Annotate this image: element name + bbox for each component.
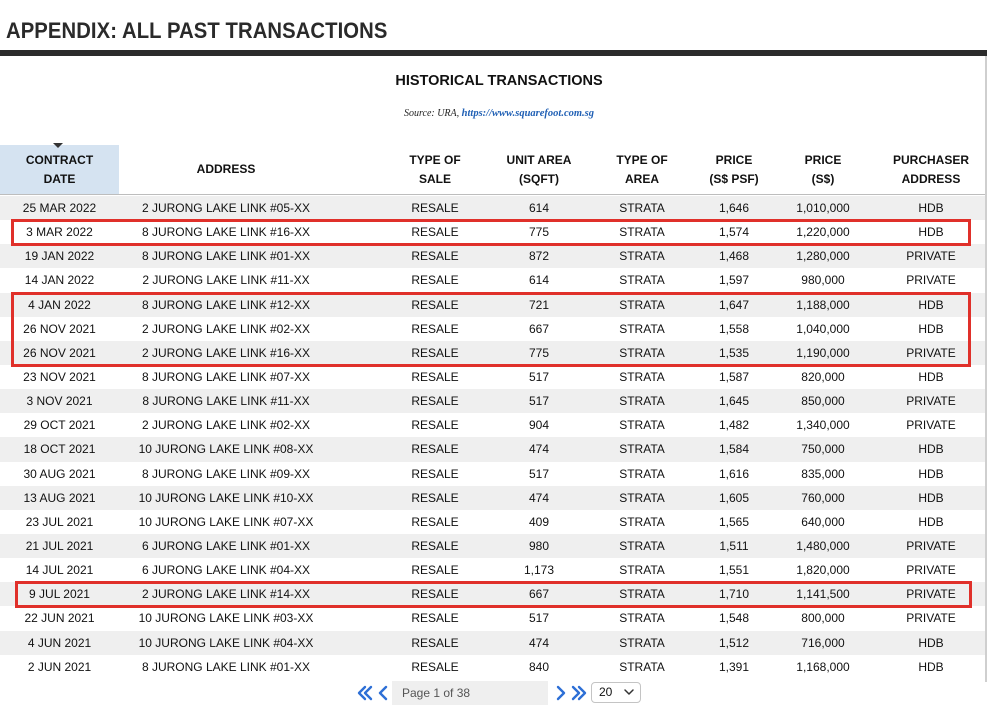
table-row — [0, 534, 987, 558]
cell-price: 1,141,500 — [796, 587, 850, 602]
cell-contract-date: 23 JUL 2021 — [25, 514, 94, 529]
cell-type-of-area: STRATA — [619, 442, 665, 457]
cell-price: 835,000 — [801, 466, 845, 481]
cell-type-of-area: STRATA — [619, 466, 665, 481]
cell-type-of-area: STRATA — [619, 225, 665, 240]
cell-purchaser: HDB — [918, 201, 944, 215]
highlight-box — [11, 292, 971, 367]
cell-price-psf: 1,535 — [718, 345, 750, 360]
cell-price-psf: 1,468 — [718, 249, 750, 264]
table-row — [0, 413, 987, 437]
cell-type-of-area: STRATA — [619, 249, 665, 264]
cell-purchaser: HDB — [918, 490, 944, 505]
cell-price-psf: 1,597 — [718, 273, 750, 288]
header-address[interactable] — [119, 145, 333, 194]
cell-type-of-sale: RESALE — [411, 225, 459, 240]
cell-type-of-area: STRATA — [619, 635, 665, 650]
cell-contract-date: 3 MAR 2022 — [26, 225, 93, 240]
cell-address: 2 JURONG LAKE LINK #02-XX — [141, 418, 311, 433]
cell-purchaser: PRIVATE — [906, 273, 956, 288]
cell-purchaser: HDB — [918, 514, 944, 529]
cell-address: 8 JURONG LAKE LINK #07-XX — [141, 369, 311, 384]
cell-contract-date: 4 JAN 2022 — [28, 297, 91, 312]
cell-price: 716,000 — [801, 635, 845, 650]
cell-price: 980,000 — [801, 273, 845, 288]
cell-contract-date: 14 JUL 2021 — [25, 563, 94, 578]
header-line2: DATE — [43, 171, 76, 186]
table-row — [0, 655, 987, 679]
cell-type-of-sale: RESALE — [411, 345, 459, 360]
cell-address: 2 JURONG LAKE LINK #11-XX — [142, 273, 310, 288]
header-line1: PURCHASER — [892, 152, 969, 167]
cell-price-psf: 1,616 — [718, 466, 750, 481]
cell-price: 1,480,000 — [796, 538, 850, 553]
title-divider — [0, 50, 987, 56]
cell-price: 1,010,000 — [796, 201, 850, 215]
cell-type-of-area: STRATA — [619, 394, 665, 409]
cell-address: 2 JURONG LAKE LINK #02-XX — [141, 321, 311, 336]
cell-type-of-area: STRATA — [619, 587, 665, 602]
cell-price-psf: 1,512 — [718, 635, 750, 650]
cell-type-of-area: STRATA — [619, 369, 665, 384]
cell-price-psf: 1,574 — [718, 225, 750, 240]
cell-unit-area: 474 — [528, 635, 550, 650]
cell-price: 1,040,000 — [796, 321, 850, 336]
cell-type-of-area: STRATA — [619, 514, 665, 529]
source-prefix: Source: URA, — [403, 108, 460, 119]
cell-price: 1,220,000 — [796, 225, 850, 240]
table-title: HISTORICAL TRANSACTIONS — [395, 73, 603, 89]
cell-address: 2 JURONG LAKE LINK #14-XX — [141, 587, 311, 602]
cell-purchaser: PRIVATE — [906, 587, 956, 602]
cell-type-of-sale: RESALE — [411, 442, 459, 457]
page-indicator[interactable]: Page 1 of 38 — [392, 681, 548, 705]
cell-type-of-sale: RESALE — [411, 538, 459, 553]
table-row — [0, 196, 987, 220]
chevron-down-icon — [623, 684, 635, 700]
table-row — [0, 510, 987, 534]
cell-purchaser: PRIVATE — [906, 345, 956, 360]
cell-unit-area: 517 — [528, 394, 550, 409]
header-line1: PRICE — [804, 152, 842, 167]
cell-purchaser: HDB — [918, 442, 944, 457]
cell-address: 8 JURONG LAKE LINK #16-XX — [141, 225, 311, 240]
cell-purchaser: PRIVATE — [906, 563, 956, 578]
header-divider — [0, 194, 987, 195]
cell-address: 8 JURONG LAKE LINK #09-XX — [141, 466, 311, 481]
cell-purchaser: PRIVATE — [906, 249, 956, 264]
cell-price: 1,168,000 — [796, 659, 850, 674]
cell-price-psf: 1,645 — [718, 394, 750, 409]
cell-type-of-sale: RESALE — [411, 321, 459, 336]
header-unit-area[interactable] — [495, 145, 583, 194]
cell-price: 1,820,000 — [796, 563, 850, 578]
cell-price-psf: 1,584 — [718, 442, 750, 457]
cell-address: 10 JURONG LAKE LINK #10-XX — [138, 490, 314, 505]
cell-price-psf: 1,646 — [718, 201, 750, 215]
cell-price: 750,000 — [801, 442, 845, 457]
cell-contract-date: 2 JUN 2021 — [27, 659, 92, 674]
cell-unit-area: 721 — [528, 297, 550, 312]
cell-type-of-sale: RESALE — [411, 418, 459, 433]
table-row — [0, 558, 987, 582]
cell-price: 1,188,000 — [796, 297, 850, 312]
header-line2: AREA — [624, 171, 659, 186]
prev-page-icon[interactable] — [377, 684, 389, 702]
header-price[interactable] — [780, 145, 866, 194]
cell-purchaser: HDB — [918, 297, 944, 312]
cell-price: 1,280,000 — [796, 249, 850, 264]
highlight-box — [15, 581, 972, 608]
cell-unit-area: 517 — [528, 466, 550, 481]
cell-type-of-area: STRATA — [619, 659, 665, 674]
header-line2: SALE — [418, 171, 451, 186]
header-line2: ADDRESS — [901, 171, 961, 186]
cell-contract-date: 3 NOV 2021 — [26, 394, 93, 409]
cell-unit-area: 775 — [528, 345, 550, 360]
source-link[interactable]: https://www.squarefoot.com.sg — [461, 108, 594, 119]
cell-price: 820,000 — [801, 369, 845, 384]
cell-purchaser: HDB — [918, 635, 944, 650]
cell-purchaser: HDB — [918, 466, 944, 481]
cell-type-of-sale: RESALE — [411, 297, 459, 312]
cell-purchaser: HDB — [918, 369, 944, 384]
cell-type-of-area: STRATA — [619, 538, 665, 553]
cell-price-psf: 1,511 — [719, 538, 749, 553]
cell-price-psf: 1,710 — [718, 587, 750, 602]
first-page-icon[interactable] — [357, 684, 373, 702]
cell-purchaser: HDB — [918, 321, 944, 336]
header-line2: (SQFT) — [518, 171, 559, 186]
cell-unit-area: 474 — [528, 442, 550, 457]
cell-contract-date: 25 MAR 2022 — [22, 201, 97, 215]
header-type-of-area[interactable] — [600, 145, 684, 194]
cell-type-of-sale: RESALE — [411, 249, 459, 264]
cell-address: 10 JURONG LAKE LINK #03-XX — [138, 611, 314, 626]
cell-contract-date: 29 OCT 2021 — [23, 418, 96, 433]
cell-address: 10 JURONG LAKE LINK #04-XX — [138, 635, 314, 650]
cell-contract-date: 9 JUL 2021 — [29, 587, 90, 602]
cell-price-psf: 1,647 — [718, 297, 750, 312]
page-title: APPENDIX: ALL PAST TRANSACTIONS — [6, 18, 388, 43]
cell-type-of-sale: RESALE — [411, 659, 459, 674]
cell-type-of-sale: RESALE — [411, 369, 459, 384]
header-contract-date[interactable] — [0, 145, 119, 194]
page-size-select[interactable] — [591, 682, 641, 703]
cell-purchaser: HDB — [918, 659, 944, 674]
cell-purchaser: PRIVATE — [906, 418, 956, 433]
cell-type-of-sale: RESALE — [411, 563, 459, 578]
table-row — [0, 268, 987, 292]
cell-price-psf: 1,551 — [718, 563, 750, 578]
cell-contract-date: 26 NOV 2021 — [23, 321, 96, 336]
header-line1: TYPE OF — [616, 152, 668, 167]
cell-type-of-sale: RESALE — [411, 514, 459, 529]
cell-unit-area: 980 — [528, 538, 550, 553]
cell-unit-area: 1,173 — [523, 563, 555, 578]
cell-unit-area: 474 — [528, 490, 550, 505]
cell-address: 8 JURONG LAKE LINK #12-XX — [141, 297, 311, 312]
page-size-value: 20 — [599, 685, 613, 699]
cell-price-psf: 1,391 — [718, 659, 750, 674]
header-line1: PRICE — [715, 152, 753, 167]
cell-type-of-sale: RESALE — [411, 466, 459, 481]
cell-type-of-sale: RESALE — [411, 394, 459, 409]
cell-contract-date: 19 JAN 2022 — [24, 249, 95, 264]
cell-type-of-area: STRATA — [619, 490, 665, 505]
last-page-icon[interactable] — [571, 684, 587, 702]
cell-address: 2 JURONG LAKE LINK #05-XX — [141, 201, 311, 215]
table-row — [0, 244, 987, 268]
header-price-psf[interactable] — [694, 145, 774, 194]
source-line — [0, 108, 987, 119]
cell-contract-date: 23 NOV 2021 — [23, 369, 96, 384]
cell-address: 8 JURONG LAKE LINK #11-XX — [142, 394, 310, 409]
cell-type-of-sale: RESALE — [411, 273, 459, 288]
cell-unit-area: 667 — [528, 587, 550, 602]
cell-unit-area: 614 — [528, 201, 550, 215]
table-header — [0, 145, 987, 194]
cell-price: 1,340,000 — [796, 418, 850, 433]
table-row — [0, 437, 987, 461]
cell-unit-area: 872 — [528, 249, 550, 264]
header-line2: (S$ PSF) — [709, 171, 759, 186]
cell-type-of-sale: RESALE — [411, 635, 459, 650]
cell-unit-area: 775 — [528, 225, 550, 240]
cell-contract-date: 13 AUG 2021 — [23, 490, 96, 505]
cell-price: 1,190,000 — [796, 345, 850, 360]
table-row — [0, 486, 987, 510]
cell-contract-date: 26 NOV 2021 — [23, 345, 96, 360]
header-line2: (S$) — [811, 171, 835, 186]
cell-type-of-area: STRATA — [619, 418, 665, 433]
cell-contract-date: 30 AUG 2021 — [23, 466, 96, 481]
cell-price-psf: 1,605 — [718, 490, 750, 505]
cell-purchaser: PRIVATE — [906, 611, 956, 626]
cell-type-of-area: STRATA — [619, 297, 665, 312]
cell-price-psf: 1,558 — [718, 321, 750, 336]
table-row — [0, 462, 987, 486]
cell-address: 10 JURONG LAKE LINK #07-XX — [138, 514, 314, 529]
cell-type-of-area: STRATA — [619, 201, 665, 215]
cell-type-of-area: STRATA — [619, 563, 665, 578]
table-row — [0, 631, 987, 655]
cell-type-of-area: STRATA — [619, 321, 665, 336]
cell-contract-date: 18 OCT 2021 — [23, 442, 96, 457]
cell-address: 6 JURONG LAKE LINK #04-XX — [141, 563, 311, 578]
header-type-of-sale[interactable] — [395, 145, 475, 194]
cell-type-of-sale: RESALE — [411, 611, 459, 626]
cell-price-psf: 1,482 — [718, 418, 750, 433]
header-line1: UNIT AREA — [506, 152, 572, 167]
cell-price: 850,000 — [801, 394, 845, 409]
next-page-icon[interactable] — [555, 684, 567, 702]
cell-unit-area: 517 — [528, 369, 550, 384]
cell-purchaser: HDB — [918, 225, 944, 240]
cell-address: 8 JURONG LAKE LINK #01-XX — [141, 249, 311, 264]
cell-purchaser: PRIVATE — [906, 538, 956, 553]
cell-price-psf: 1,565 — [718, 514, 750, 529]
cell-type-of-area: STRATA — [619, 611, 665, 626]
cell-type-of-sale: RESALE — [411, 490, 459, 505]
cell-address: 8 JURONG LAKE LINK #01-XX — [141, 659, 311, 674]
cell-address: 2 JURONG LAKE LINK #16-XX — [141, 345, 311, 360]
cell-unit-area: 614 — [528, 273, 550, 288]
cell-purchaser: PRIVATE — [906, 394, 956, 409]
pagination-bar — [0, 680, 987, 706]
table-row — [0, 365, 987, 389]
table-row — [0, 389, 987, 413]
cell-price: 760,000 — [801, 490, 845, 505]
table-row — [0, 606, 987, 630]
header-line1: ADDRESS — [196, 162, 256, 176]
cell-unit-area: 667 — [528, 321, 550, 336]
header-line1: TYPE OF — [409, 152, 461, 167]
cell-contract-date: 22 JUN 2021 — [24, 611, 95, 626]
sort-indicator-icon — [53, 143, 63, 148]
cell-contract-date: 21 JUL 2021 — [25, 538, 94, 553]
cell-type-of-area: STRATA — [619, 273, 665, 288]
cell-unit-area: 904 — [528, 418, 550, 433]
cell-type-of-sale: RESALE — [411, 201, 459, 215]
cell-contract-date: 14 JAN 2022 — [24, 273, 95, 288]
highlight-box — [11, 219, 971, 246]
header-purchaser-address[interactable] — [880, 145, 982, 194]
cell-address: 6 JURONG LAKE LINK #01-XX — [141, 538, 311, 553]
cell-type-of-sale: RESALE — [411, 587, 459, 602]
cell-unit-area: 409 — [528, 514, 550, 529]
cell-address: 10 JURONG LAKE LINK #08-XX — [138, 442, 314, 457]
cell-price: 800,000 — [801, 611, 845, 626]
cell-price-psf: 1,587 — [718, 369, 750, 384]
header-line1: CONTRACT — [25, 152, 94, 167]
cell-type-of-area: STRATA — [619, 345, 665, 360]
cell-unit-area: 517 — [528, 611, 550, 626]
cell-price: 640,000 — [801, 514, 845, 529]
cell-price-psf: 1,548 — [718, 611, 750, 626]
cell-contract-date: 4 JUN 2021 — [27, 635, 92, 650]
cell-unit-area: 840 — [528, 659, 550, 674]
